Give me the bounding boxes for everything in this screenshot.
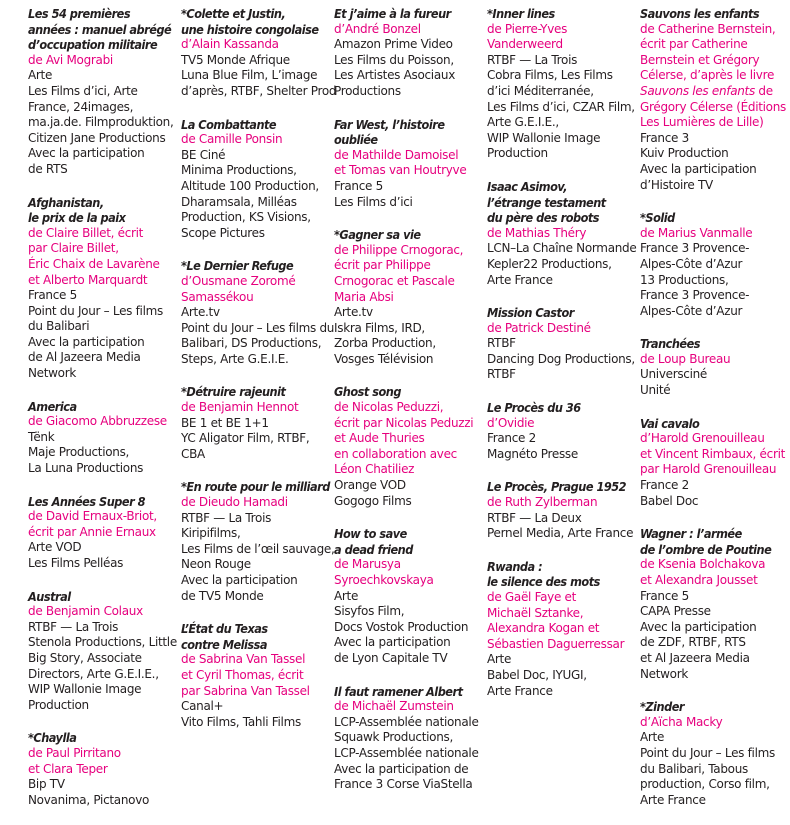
producer-line: RTBF [487, 336, 516, 351]
producer-line: Arte France [640, 792, 706, 807]
director-credit-line: Samassékou [181, 289, 254, 304]
producer-line: Point du Jour – Les films [28, 303, 163, 318]
film-entry-colette-et-justin-une-histoire-congolais [181, 6, 337, 100]
producer-line: Arte [28, 68, 53, 83]
film-title: *En route pour le milliard [181, 479, 330, 495]
director-credit-line: de Patrick Destiné [487, 320, 591, 335]
producer-line: WIP Wallonie Image [28, 682, 142, 697]
director-credit-line: de Camille Ponsin [181, 132, 283, 147]
producer-line: Avec la participation [334, 635, 451, 650]
director-credit-line: en collaboration avec [334, 446, 457, 461]
producer-line: Pernel Media, Arte France [487, 526, 634, 541]
director-credit-line: et Tomas van Houtryve [334, 163, 467, 178]
producer-line: Les Films d’ici, Arte [28, 83, 138, 98]
film-entry-les-annees-super-8 [28, 494, 178, 572]
film-entry-america [28, 399, 178, 477]
film-title: Il faut ramener Albert [334, 683, 463, 699]
producer-line: Directors, Arte G.E.I.E., [28, 666, 159, 681]
director-credit-line: Éric Chaix de Lavarène [28, 256, 160, 271]
producer-line: France 5 [334, 178, 383, 193]
director-credit-line: d’Harold Grenouilleau [640, 431, 765, 446]
film-title: How to save a dead friend [334, 526, 413, 557]
producer-line: Production [28, 697, 89, 712]
film-entry-et-j-aime-a-la-fureur [334, 6, 484, 100]
producer-line: de Al Jazeera Media [28, 350, 141, 365]
film-entry-wagner-l-armee-de-l-ombre-de-poutine [640, 526, 790, 682]
producer-line: Productions [334, 83, 401, 98]
film-entry-en-route-pour-le-milliard [181, 479, 335, 604]
producer-line: Orange VOD [334, 478, 406, 493]
producer-line: France 3 Corse ViaStella [334, 777, 473, 792]
director-credit-line: Célerse, d’après le livre [640, 68, 775, 83]
producer-line: Magnéto Presse [487, 446, 578, 461]
producer-line: Iskra Films, IRD, [334, 320, 425, 335]
producer-line: Arte.tv [334, 305, 373, 320]
column-1 [28, 6, 178, 825]
film-entry-mission-castor [487, 305, 637, 383]
producer-line: France 5 [28, 288, 77, 303]
director-credit-line: Les Lumières de Lille) [640, 115, 764, 130]
producer-line: France 3 [640, 130, 689, 145]
director-credit-line: de Mathilde Damoisel [334, 147, 459, 162]
director-credit-line: d’André Bonzel [334, 21, 421, 36]
film-entry-la-combattante [181, 117, 331, 242]
producer-line: de ZDF, RTBF, RTS [640, 635, 746, 650]
producer-line: LCN–La Chaîne Normande [487, 241, 637, 256]
producer-line: France 5 [640, 588, 689, 603]
film-title: Tranchées [640, 336, 701, 352]
film-title: *Solid [640, 210, 675, 226]
producer-line: La Luna Productions [28, 461, 144, 476]
director-credit-line: de Benjamin Hennot [181, 400, 299, 415]
producer-line: Dharamsala, Milléas [181, 194, 297, 209]
director-credit-line: Vanderweerd [487, 37, 563, 52]
director-credit-line: de Ksenia Bolchakova [640, 557, 766, 572]
film-entry-how-to-save-a-dead-friend [334, 526, 484, 666]
producer-line: Zorba Production, [334, 336, 436, 351]
producer-line: Arte VOD [28, 540, 82, 555]
director-credit-line: de Catherine Bernstein, [640, 21, 776, 36]
director-credit-line: d’Ovidie [487, 415, 535, 430]
director-credit-line: de Claire Billet, écrit [28, 225, 144, 240]
producer-line: Dancing Dog Productions, [487, 351, 635, 366]
film-title: Austral [28, 588, 71, 604]
director-credit-line: de Sabrina Van Tassel [181, 652, 306, 667]
film-title: *Détruire rajeunit [181, 384, 286, 400]
director-credit-line: d’Ousmane Zoromé [181, 273, 296, 288]
producer-line: France 3 Provence- [640, 241, 750, 256]
producer-line: Avec la participation [28, 334, 145, 349]
producer-line: Universciné [640, 367, 708, 382]
producer-line: LCP-Assemblée nationale [334, 714, 479, 729]
director-credit-line: Bernstein et Grégory [640, 52, 760, 67]
producer-line: 13 Productions, [640, 272, 729, 287]
producer-line: Avec la participation de [334, 761, 469, 776]
producer-line: Tënk [28, 429, 55, 444]
director-credit-line: de Gaël Faye et [487, 590, 577, 604]
director-credit-line: de David Ernaux-Briot, [28, 509, 157, 524]
director-credit-line: Grégory Célerse (Éditions [640, 99, 786, 114]
producer-line: Babel Doc [640, 493, 699, 508]
producer-line: BE 1 et BE 1+1 [181, 415, 269, 430]
director-credit-line: et Alexandra Jousset [640, 573, 758, 587]
director-credit-line: et Aude Thuries [334, 431, 425, 446]
producer-line: Les Films d’ici, CZAR Film, [487, 99, 635, 114]
film-title: Wagner : l’armée de l’ombre de Poutine [640, 526, 772, 557]
film-entry-gagner-sa-vie [334, 227, 484, 367]
producer-line: ma.ja.de. Filmproduktion, [28, 115, 174, 130]
producer-line: Babel Doc, IYUGI, [487, 667, 587, 682]
director-credit-line: de Giacomo Abbruzzese [28, 414, 167, 429]
director-credit-line: Syroechkovskaya [334, 573, 434, 587]
producer-line: Gogogo Films [334, 493, 412, 508]
producer-line: du Balibari [28, 319, 90, 334]
producer-line: Point du Jour – Les films du [181, 320, 335, 335]
producer-line: d’ici Méditerranée, [487, 83, 594, 98]
producer-line: WIP Wallonie Image [487, 130, 601, 145]
film-title: Mission Castor [487, 305, 574, 321]
producer-line: du Balibari, Tabous [640, 761, 748, 776]
director-credit-line: et Vincent Rimbaux, écrit [640, 446, 786, 461]
producer-line: de Lyon Capitale TV [334, 650, 448, 665]
film-entry-detruire-rajeunit [181, 384, 331, 462]
film-entry-chaylla [28, 730, 178, 808]
producer-line: Neon Rouge [181, 557, 251, 572]
producer-line: Steps, Arte G.E.I.E. [181, 351, 289, 366]
producer-line: Network [640, 666, 689, 681]
producer-line: d’après, RTBF, Shelter Prod [181, 83, 337, 98]
film-entry-ghost-song [334, 384, 484, 509]
film-entry-isaac-asimov-l-etrange-testament-du-pere [487, 179, 637, 288]
producer-line: Avec la participation [28, 146, 145, 161]
producer-line: Arte France [487, 272, 553, 287]
producer-line: Maje Productions, [28, 445, 130, 460]
director-credit-line: Crnogorac et Pascale [334, 273, 455, 288]
director-credit-line: Alexandra Kogan et [487, 621, 600, 636]
producer-line: Point du Jour – Les films [640, 745, 775, 760]
film-entry-le-proces-du-36 [487, 400, 637, 462]
producer-line: d’Histoire TV [640, 177, 713, 192]
producer-line: Unité [640, 383, 671, 398]
director-credit-line: de Pierre-Yves [487, 21, 568, 36]
director-credit-line: d’Alain Kassanda [181, 37, 279, 52]
director-credit-line: de Avi Mograbi [28, 52, 113, 67]
director-credit-line: de Loup Bureau [640, 351, 731, 366]
producer-line: TV5 Monde Afrique [181, 52, 290, 67]
film-title: *Gagner sa vie [334, 227, 421, 243]
producer-line: BE Ciné [181, 147, 226, 162]
column-2 [181, 6, 337, 747]
producer-line: Les Films d’ici [334, 194, 413, 209]
film-title: Le Procès, Prague 1952 [487, 479, 627, 495]
producer-line: de RTS [28, 161, 68, 176]
producer-line: Production, KS Visions, [181, 210, 311, 225]
producer-line: RTBF — La Trois [28, 619, 119, 634]
film-title: Vai cavalo [640, 415, 700, 431]
film-title: Ghost song [334, 384, 401, 400]
producer-line: Arte France [487, 683, 553, 698]
director-credit-line: de Michaël Zumstein [334, 699, 454, 714]
producer-line: Les Films de l’œil sauvage, [181, 541, 335, 556]
director-credit-line: Sauvons les enfants de [640, 83, 773, 98]
film-entry-le-proces-prague-1952 [487, 479, 637, 541]
producer-line: et Al Jazeera Media [640, 650, 750, 665]
producer-line: Production [487, 146, 548, 161]
column-3 [334, 6, 484, 810]
producer-line: Avec la participation [181, 573, 298, 587]
film-entry-tranchees [640, 336, 790, 398]
film-entry-austral [28, 589, 178, 714]
producer-line: Canal+ [181, 699, 224, 714]
film-title: Et j’aime à la fureur [334, 6, 451, 21]
director-credit-line: Sébastien Daguerressar [487, 636, 625, 651]
producer-line: Kepler22 Productions, [487, 256, 612, 271]
producer-line: Avec la participation [640, 161, 757, 176]
film-entry-rwanda-le-silence-des-mots [487, 559, 637, 699]
producer-line: Scope Pictures [181, 225, 265, 240]
film-title: Les 54 premières années : manuel abrégé d’occupation militaire [28, 6, 172, 53]
director-credit-line: par Claire Billet, [28, 241, 119, 256]
director-credit-line: de Paul Pirritano [28, 745, 121, 760]
producer-line: France 2 [487, 431, 536, 446]
film-title: Le Procès du 36 [487, 400, 581, 416]
producer-line: Novanima, Pictanovo [28, 792, 150, 807]
film-title: *Inner lines [487, 6, 555, 21]
film-title: Sauvons les enfants [640, 6, 760, 21]
film-entry-solid [640, 210, 790, 319]
producer-line: France 2 [640, 478, 689, 493]
director-credit-line: écrit par Philippe [334, 258, 431, 273]
director-credit-line: de Philippe Crnogorac, [334, 242, 464, 257]
producer-line: Altitude 100 Production, [181, 178, 319, 193]
column-4 [487, 6, 637, 716]
director-credit-line: de Marius Vanmalle [640, 225, 753, 240]
film-entry-afghanistan-le-prix-de-la-paix [28, 195, 178, 382]
film-title: Isaac Asimov, l’étrange testament du père des robots [487, 178, 606, 226]
producer-line: YC Aligator Film, RTBF, [181, 431, 310, 446]
producer-line: RTBF — La Trois [181, 510, 272, 525]
producer-line: France, 24images, [28, 99, 134, 114]
film-title: L’État du Texas contre Melissa [181, 621, 268, 652]
producer-line: RTBF — La Deux [487, 510, 582, 525]
producer-line: Balibari, DS Productions, [181, 336, 322, 351]
film-title: Les Années Super 8 [28, 493, 145, 509]
producer-line: RTBF [487, 367, 516, 382]
film-entry-zinder [640, 699, 790, 808]
director-credit-line: par Harold Grenouilleau [640, 462, 777, 477]
film-title: America [28, 398, 77, 414]
producer-line: Sisyfos Film, [334, 604, 405, 619]
director-credit-line: par Sabrina Van Tassel [181, 683, 310, 698]
producer-line: Vosges Télévision [334, 351, 434, 366]
producer-line: production, Corso film, [640, 777, 770, 792]
film-title: *Colette et Justin, une histoire congolaise [181, 6, 319, 37]
producer-line: Avec la participation [640, 619, 757, 634]
director-credit-line: et Alberto Marquardt [28, 272, 148, 287]
producer-line: Les Artistes Asociaux [334, 68, 456, 83]
producer-line: Arte [334, 588, 359, 603]
producer-line: Kuiv Production [640, 146, 729, 161]
producer-line: CBA [181, 446, 205, 461]
director-credit-line: de Mathias Théry [487, 225, 587, 240]
producer-line: de TV5 Monde [181, 588, 264, 603]
film-entry-il-faut-ramener-albert [334, 684, 484, 793]
producer-line: Cobra Films, Les Films [487, 68, 613, 83]
producer-line: Alpes-Côte d’Azur [640, 303, 743, 318]
film-entry-inner-lines [487, 6, 637, 162]
producer-line: Kiripifilms, [181, 526, 241, 541]
producer-line: Arte G.E.I.E., [487, 115, 559, 130]
producer-line: France 3 Provence- [640, 288, 750, 303]
director-credit-line: de Ruth Zylberman [487, 495, 598, 510]
film-entry-sauvons-les-enfants [640, 6, 790, 193]
film-entry-far-west-l-histoire-oubliee [334, 117, 484, 211]
producer-line: Amazon Prime Video [334, 37, 453, 52]
film-title: Rwanda : le silence des mots [487, 558, 600, 590]
producer-line: Minima Productions, [181, 163, 297, 178]
director-credit-line: Michaël Sztanke, [487, 605, 584, 620]
producer-line: Big Story, Associate [28, 650, 142, 665]
director-credit-line: et Cyril Thomas, écrit [181, 667, 304, 682]
producer-line: Arte [640, 730, 665, 745]
producer-line: Network [28, 366, 77, 381]
director-credit-line: de Marusya [334, 557, 401, 572]
producer-line: Docs Vostok Production [334, 619, 469, 634]
film-title: *Zinder [640, 699, 684, 715]
producer-line: CAPA Presse [640, 604, 711, 619]
producer-line: Arte [487, 652, 512, 667]
director-credit-line: écrit par Catherine [640, 37, 748, 52]
producer-line: RTBF — La Trois [487, 52, 578, 67]
producer-line: Les Films du Poisson, [334, 52, 454, 67]
director-credit-line: de Nicolas Peduzzi, [334, 400, 444, 415]
producer-line: Vito Films, Tahli Films [181, 714, 301, 729]
director-credit-line: d’Aïcha Macky [640, 714, 723, 729]
producer-line: Stenola Productions, Little [28, 635, 177, 650]
producer-line: Squawk Productions, [334, 730, 453, 745]
producer-line: Alpes-Côte d’Azur [640, 256, 743, 271]
producer-line: Les Films Pelléas [28, 556, 124, 570]
director-credit-line: Léon Chatiliez [334, 462, 415, 477]
film-title: *Le Dernier Refuge [181, 258, 294, 274]
producer-line: Luna Blue Film, L’image [181, 68, 318, 83]
producer-line: Citizen Jane Productions [28, 130, 166, 145]
film-title: La Combattante [181, 116, 277, 132]
film-entry-le-dernier-refuge [181, 258, 335, 367]
producer-line: Arte.tv [181, 305, 220, 320]
film-entry-vai-cavalo [640, 416, 790, 510]
director-credit-line: écrit par Nicolas Peduzzi [334, 415, 474, 430]
director-credit-line: Maria Absi [334, 289, 394, 304]
director-credit-line: et Clara Teper [28, 761, 108, 776]
director-credit-line: de Benjamin Colaux [28, 604, 143, 619]
film-entry-l-etat-du-texas-contre-melissa [181, 621, 331, 730]
producer-line: LCP-Assemblée nationale [334, 745, 479, 760]
film-title: *Chaylla [28, 730, 77, 746]
film-title: Afghanistan, le prix de la paix [28, 194, 126, 226]
column-5 [640, 6, 790, 825]
producer-line: Bip TV [28, 777, 65, 792]
director-credit-line: de Dieudo Hamadi [181, 495, 288, 510]
film-entry-les-54-premieres-annees-manuel-abrege-d- [28, 6, 178, 178]
film-title: Far West, l’histoire oubliée [334, 116, 445, 148]
director-credit-line: écrit par Annie Ernaux [28, 524, 156, 539]
